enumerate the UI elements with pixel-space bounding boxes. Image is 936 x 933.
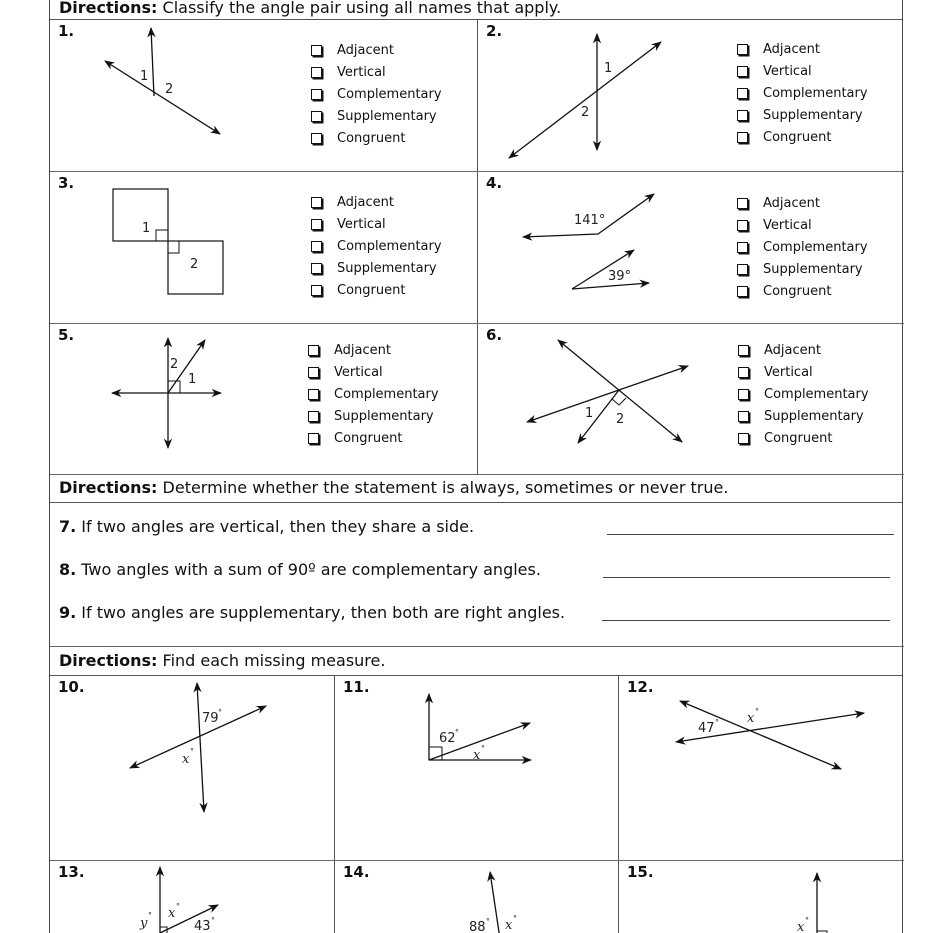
svg-text:x: x bbox=[182, 752, 190, 767]
checkbox[interactable] bbox=[737, 198, 748, 209]
classification-checklist bbox=[738, 340, 869, 449]
svg-text:x: x bbox=[747, 711, 755, 726]
option-adjacent[interactable]: Adjacent bbox=[737, 39, 868, 61]
directions-label: Directions: bbox=[59, 651, 158, 670]
checkbox[interactable] bbox=[737, 44, 748, 55]
angle-figure bbox=[619, 676, 904, 861]
svg-text:2: 2 bbox=[170, 357, 179, 372]
option-complementary[interactable]: Complementary bbox=[738, 384, 869, 406]
svg-text:°: ° bbox=[190, 747, 194, 756]
option-complementary[interactable]: Complementary bbox=[737, 237, 868, 259]
option-supplementary[interactable]: Supplementary bbox=[737, 258, 868, 280]
checkbox[interactable] bbox=[737, 110, 748, 121]
checkbox[interactable] bbox=[311, 285, 322, 296]
option-congruent[interactable]: Congruent bbox=[311, 127, 442, 149]
svg-text:°: ° bbox=[715, 718, 719, 727]
problem-15 bbox=[619, 861, 904, 933]
option-complementary[interactable]: Complementary bbox=[308, 384, 439, 406]
problem-11 bbox=[335, 676, 619, 861]
checkbox[interactable] bbox=[737, 132, 748, 143]
option-congruent[interactable]: Congruent bbox=[738, 427, 869, 449]
problem-number: 12. bbox=[627, 678, 654, 696]
svg-text:x: x bbox=[505, 918, 513, 933]
svg-text:x: x bbox=[168, 906, 176, 921]
svg-text:1: 1 bbox=[142, 221, 151, 236]
problem-13 bbox=[50, 861, 335, 933]
checkbox[interactable] bbox=[308, 433, 319, 444]
option-supplementary[interactable]: Supplementary bbox=[737, 104, 868, 126]
checkbox[interactable] bbox=[738, 433, 749, 444]
problem-number: 3. bbox=[58, 174, 75, 192]
option-vertical[interactable]: Vertical bbox=[738, 362, 869, 384]
svg-text:79: 79 bbox=[202, 711, 219, 726]
directions-find-missing bbox=[50, 647, 902, 676]
angle-figure bbox=[335, 676, 619, 861]
option-vertical[interactable]: Vertical bbox=[737, 61, 868, 83]
svg-text:39°: 39° bbox=[608, 269, 632, 284]
statements-block bbox=[50, 503, 904, 647]
checkbox[interactable] bbox=[311, 67, 322, 78]
problem-number: 10. bbox=[58, 678, 85, 696]
checkbox[interactable] bbox=[311, 263, 322, 274]
svg-text:2: 2 bbox=[190, 257, 199, 272]
directions-always-sometimes-never bbox=[50, 475, 902, 503]
svg-text:88: 88 bbox=[469, 920, 486, 933]
svg-text:°: ° bbox=[481, 744, 485, 753]
problem-number: 1. bbox=[58, 22, 75, 40]
option-vertical[interactable]: Vertical bbox=[311, 214, 442, 236]
checkbox[interactable] bbox=[308, 389, 319, 400]
answer-blank-7[interactable] bbox=[607, 534, 894, 535]
classification-checklist bbox=[737, 39, 868, 148]
problem-6 bbox=[478, 324, 904, 475]
checkbox[interactable] bbox=[311, 219, 322, 230]
option-vertical[interactable]: Vertical bbox=[737, 215, 868, 237]
problem-number: 6. bbox=[486, 326, 503, 344]
classification-checklist bbox=[311, 192, 442, 301]
option-vertical[interactable]: Vertical bbox=[308, 362, 439, 384]
option-vertical[interactable]: Vertical bbox=[311, 62, 442, 84]
checkbox[interactable] bbox=[308, 411, 319, 422]
option-adjacent[interactable]: Adjacent bbox=[311, 192, 442, 214]
checkbox[interactable] bbox=[737, 242, 748, 253]
svg-text:x: x bbox=[797, 920, 805, 933]
checkbox[interactable] bbox=[737, 88, 748, 99]
answer-blank-8[interactable] bbox=[603, 577, 890, 578]
checkbox[interactable] bbox=[308, 345, 319, 356]
problem-10 bbox=[50, 676, 335, 861]
answer-blank-9[interactable] bbox=[602, 620, 890, 621]
checkbox[interactable] bbox=[311, 111, 322, 122]
directions-classify bbox=[50, 0, 902, 20]
svg-text:°: ° bbox=[218, 708, 222, 717]
svg-text:2: 2 bbox=[616, 412, 625, 427]
classification-checklist bbox=[311, 40, 442, 149]
option-congruent[interactable]: Congruent bbox=[308, 427, 439, 449]
angle-figure bbox=[619, 861, 904, 933]
problem-number: 15. bbox=[627, 863, 654, 881]
svg-text:1: 1 bbox=[140, 69, 149, 84]
problem-number: 2. bbox=[486, 22, 503, 40]
problem-3 bbox=[50, 172, 478, 324]
checkbox[interactable] bbox=[737, 220, 748, 231]
option-congruent[interactable]: Congruent bbox=[737, 126, 868, 148]
option-complementary[interactable]: Complementary bbox=[311, 84, 442, 106]
problem-number: 5. bbox=[58, 326, 75, 344]
checkbox[interactable] bbox=[308, 367, 319, 378]
problem-2 bbox=[478, 20, 904, 172]
worksheet bbox=[49, 0, 903, 933]
svg-text:x: x bbox=[473, 748, 481, 763]
angle-figure bbox=[335, 861, 619, 933]
directions-text: Find each missing measure. bbox=[157, 651, 386, 670]
option-supplementary[interactable]: Supplementary bbox=[308, 405, 439, 427]
option-congruent[interactable]: Congruent bbox=[311, 279, 442, 301]
problem-number: 13. bbox=[58, 863, 85, 881]
option-complementary[interactable]: Complementary bbox=[311, 236, 442, 258]
svg-text:°: ° bbox=[805, 916, 809, 925]
option-adjacent[interactable]: Adjacent bbox=[738, 340, 869, 362]
directions-label: Directions: bbox=[59, 478, 158, 497]
svg-text:1: 1 bbox=[585, 406, 594, 421]
directions-text: Determine whether the statement is always, sometimes or never true. bbox=[157, 478, 729, 497]
option-complementary[interactable]: Complementary bbox=[737, 83, 868, 105]
svg-text:43: 43 bbox=[194, 919, 211, 933]
svg-text:1: 1 bbox=[188, 372, 197, 387]
svg-text:°: ° bbox=[486, 917, 490, 926]
checkbox[interactable] bbox=[738, 345, 749, 356]
problem-1 bbox=[50, 20, 478, 172]
option-adjacent[interactable]: Adjacent bbox=[308, 340, 439, 362]
svg-text:°: ° bbox=[176, 902, 180, 911]
option-congruent[interactable]: Congruent bbox=[737, 280, 868, 302]
checkbox[interactable] bbox=[311, 133, 322, 144]
statement-8: 8. Two angles with a sum of 90º are complementary angles. bbox=[59, 560, 541, 579]
option-supplementary[interactable]: Supplementary bbox=[311, 105, 442, 127]
svg-text:°: ° bbox=[755, 707, 759, 716]
svg-text:2: 2 bbox=[581, 105, 590, 120]
checkbox[interactable] bbox=[738, 389, 749, 400]
problem-14 bbox=[335, 861, 619, 933]
option-supplementary[interactable]: Supplementary bbox=[311, 257, 442, 279]
checkbox[interactable] bbox=[737, 264, 748, 275]
checkbox[interactable] bbox=[738, 367, 749, 378]
svg-text:°: ° bbox=[211, 916, 215, 925]
angle-figure bbox=[50, 861, 335, 933]
svg-text:2: 2 bbox=[165, 82, 174, 97]
directions-label: Directions: bbox=[59, 0, 158, 17]
classification-checklist bbox=[308, 340, 439, 449]
problem-number: 4. bbox=[486, 174, 503, 192]
statement-7: 7. If two angles are vertical, then they share a side. bbox=[59, 517, 475, 536]
problem-5 bbox=[50, 324, 478, 475]
checkbox[interactable] bbox=[737, 286, 748, 297]
problem-number: 14. bbox=[343, 863, 370, 881]
svg-text:62: 62 bbox=[439, 731, 456, 746]
classification-checklist bbox=[737, 193, 868, 302]
option-adjacent[interactable]: Adjacent bbox=[737, 193, 868, 215]
svg-text:1: 1 bbox=[604, 61, 613, 76]
problem-number: 11. bbox=[343, 678, 370, 696]
checkbox[interactable] bbox=[738, 411, 749, 422]
statement-9: 9. If two angles are supplementary, then both are right angles. bbox=[59, 603, 566, 622]
problem-12 bbox=[619, 676, 904, 861]
option-supplementary[interactable]: Supplementary bbox=[738, 405, 869, 427]
svg-text:y: y bbox=[140, 916, 148, 931]
checkbox[interactable] bbox=[311, 45, 322, 56]
checkbox[interactable] bbox=[311, 241, 322, 252]
svg-text:°: ° bbox=[148, 911, 152, 920]
angle-figure bbox=[50, 676, 335, 861]
svg-text:°: ° bbox=[513, 914, 517, 923]
svg-text:47: 47 bbox=[698, 721, 715, 736]
directions-text: Classify the angle pair using all names that apply. bbox=[157, 0, 562, 17]
svg-text:141°: 141° bbox=[574, 213, 606, 228]
checkbox[interactable] bbox=[737, 66, 748, 77]
svg-text:°: ° bbox=[455, 728, 459, 737]
checkbox[interactable] bbox=[311, 197, 322, 208]
option-adjacent[interactable]: Adjacent bbox=[311, 40, 442, 62]
checkbox[interactable] bbox=[311, 89, 322, 100]
problem-4 bbox=[478, 172, 904, 324]
